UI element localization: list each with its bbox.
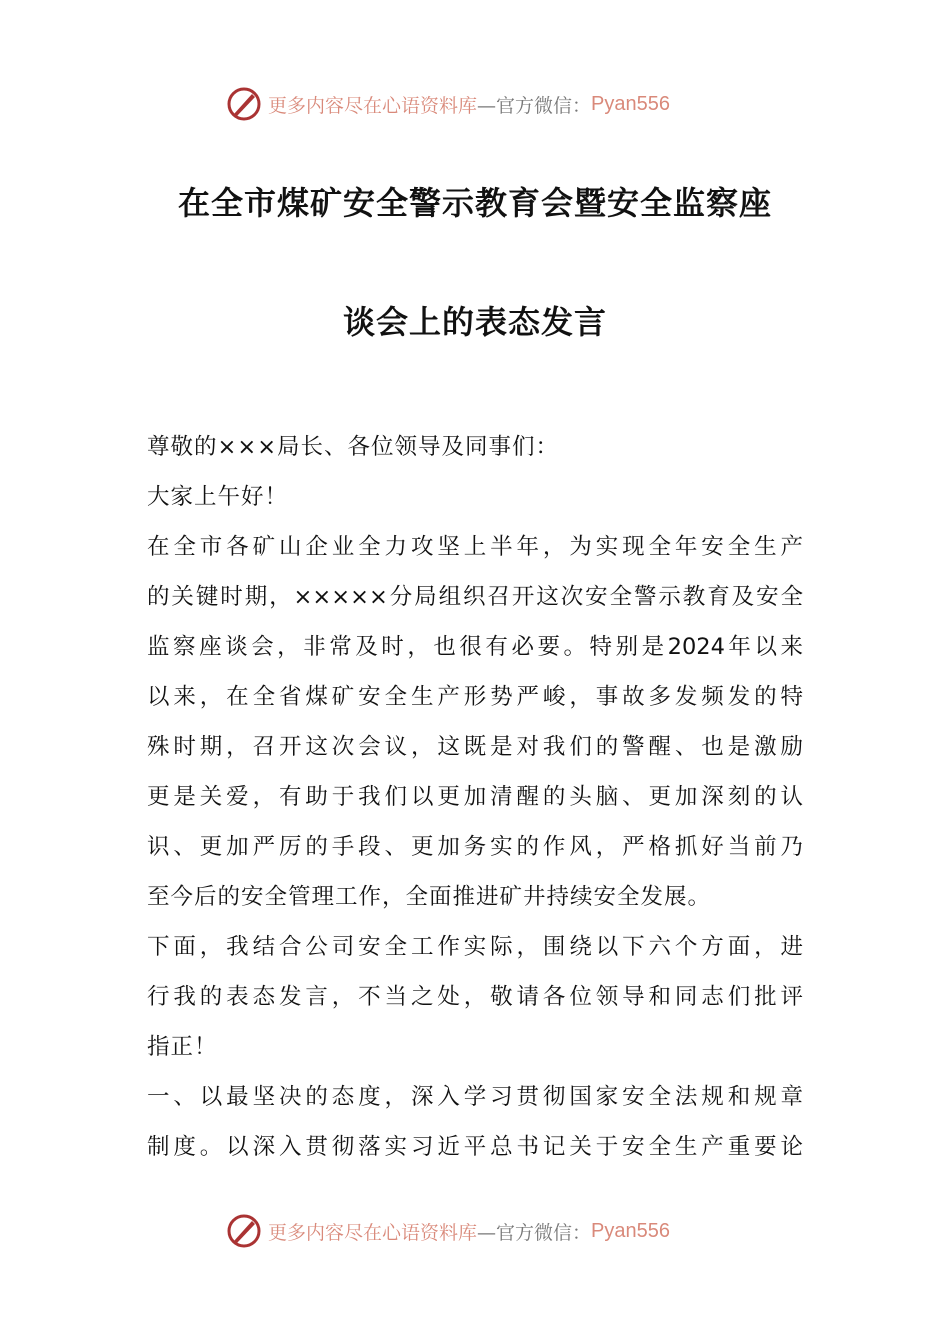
pen-logo-icon — [226, 86, 262, 122]
watermark-footer — [226, 1211, 670, 1251]
text-line: 一、以最坚决的态度，深入学习贯彻国家安全法规和规章 — [147, 1084, 803, 1110]
text-line: 尊敬的×××局长、各位领导及同事们： — [147, 434, 560, 460]
document-title-line-2: 谈会上的表态发言 — [342, 303, 607, 341]
text-line: 至今后的安全管理工作，全面推进矿井持续安全发展。 — [147, 884, 712, 910]
text-line: 大家上午好！ — [147, 484, 289, 510]
text-line: 指正！ — [147, 1034, 218, 1060]
watermark-wechat-id: Pyan556 — [591, 92, 670, 115]
watermark-header — [226, 84, 670, 124]
text-line: 在全市各矿山企业全力攻坚上半年，为实现全年安全生产 — [147, 534, 803, 560]
text-line: 识、更加严厉的手段、更加务实的作风，严格抓好当前乃 — [147, 834, 803, 860]
watermark-wechat-label: —官方微信： — [477, 1221, 592, 1244]
text-line: 行我的表态发言，不当之处，敬请各位领导和同志们批评 — [147, 984, 803, 1010]
watermark-text: 更多内容尽在心语资料库 — [268, 1221, 478, 1244]
document-title-line-1: 在全市煤矿安全警示教育会暨安全监察座 — [177, 184, 772, 222]
text-line: 更是关爱，有助于我们以更加清醒的头脑、更加深刻的认 — [147, 784, 803, 810]
text-line: 殊时期，召开这次会议，这既是对我们的警醒、也是激励 — [147, 734, 803, 760]
text-line: 监察座谈会，非常及时，也很有必要。特别是2024年以来 — [147, 634, 803, 660]
text-line: 的关键时期，×××××分局组织召开这次安全警示教育及安全 — [147, 584, 803, 610]
text-line: 下面，我结合公司安全工作实际，围绕以下六个方面，进 — [147, 934, 803, 960]
watermark-wechat-id: Pyan556 — [591, 1219, 670, 1242]
watermark-text: 更多内容尽在心语资料库 — [268, 94, 478, 117]
watermark-wechat-label: —官方微信： — [477, 94, 592, 117]
pen-logo-icon — [226, 1213, 262, 1249]
text-line: 制度。以深入贯彻落实习近平总书记关于安全生产重要论 — [147, 1134, 803, 1160]
text-line: 以来，在全省煤矿安全生产形势严峻，事故多发频发的特 — [147, 684, 803, 710]
